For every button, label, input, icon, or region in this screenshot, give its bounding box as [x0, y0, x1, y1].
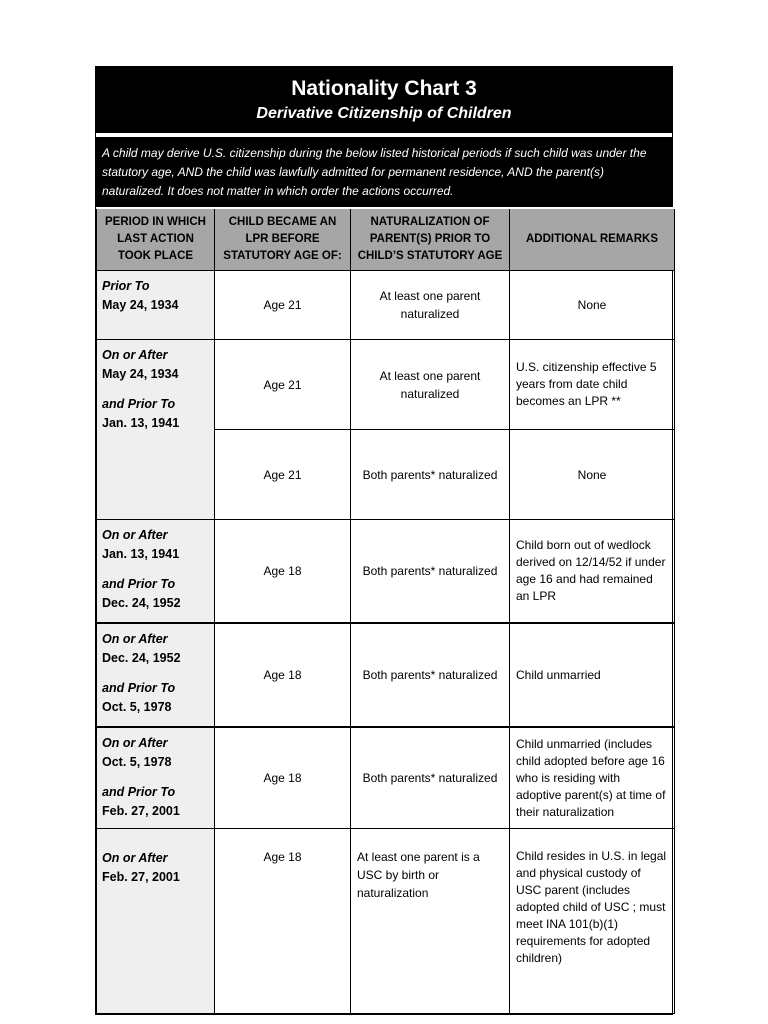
- period-from-label: On or After: [102, 632, 168, 646]
- chart-title: Nationality Chart 3: [291, 77, 477, 100]
- table-row: [97, 271, 675, 340]
- table-row: [97, 727, 675, 829]
- period-to-date: Dec. 24, 1952: [102, 596, 181, 610]
- naturalization-cell: At least one parent naturalized: [351, 340, 510, 430]
- age-cell: Age 18: [215, 829, 351, 1014]
- remarks-cell: Child unmarried: [510, 623, 675, 727]
- remarks-cell: Child resides in U.S. in legal and physical custody of USC parent (includes adopted child of USC ; must meet INA 101(b)(1) requirements for adopted children): [510, 829, 675, 1014]
- period-cell: [97, 829, 215, 1014]
- period-from-label: On or After: [102, 851, 168, 865]
- intro-text: A child may derive U.S. citizenship during the below listed historical periods if such child was under the statutory age, AND the child was lawfully admitted for permanent residence, AND the parent(s) naturalized. It does not matter in which order the actions occurred.: [96, 137, 672, 207]
- nationality-chart: [95, 66, 673, 1015]
- naturalization-cell: At least one parent is a USC by birth or naturalization: [351, 829, 510, 1014]
- table-row: [97, 340, 675, 430]
- table-row: [97, 520, 675, 624]
- remarks-cell: None: [510, 430, 675, 520]
- remarks-cell: Child unmarried (includes child adopted before age 16 who is residing with adoptive parent(s) at time of their naturalization: [510, 727, 675, 829]
- naturalization-cell: Both parents* naturalized: [351, 430, 510, 520]
- column-header-age: CHILD BECAME AN LPR BEFORE STATUTORY AGE OF:: [215, 208, 351, 271]
- period-cell: [97, 727, 215, 829]
- remarks-cell: Child born out of wedlock derived on 12/14/52 if under age 16 and had remained an LPR: [510, 520, 675, 624]
- period-cell: [97, 340, 215, 520]
- period-from-date: Feb. 27, 2001: [102, 870, 180, 884]
- naturalization-cell: Both parents* naturalized: [351, 727, 510, 829]
- age-cell: Age 18: [215, 520, 351, 624]
- period-from-date: Oct. 5, 1978: [102, 755, 172, 769]
- age-cell: Age 18: [215, 727, 351, 829]
- period-cell: [97, 271, 215, 340]
- citizenship-table: [96, 207, 675, 1014]
- period-from-label: On or After: [102, 348, 168, 362]
- table-header-row: [97, 208, 675, 271]
- age-cell: Age 21: [215, 430, 351, 520]
- period-from-date: Jan. 13, 1941: [102, 547, 180, 561]
- age-cell: Age 21: [215, 271, 351, 340]
- period-to-label: and Prior To: [102, 397, 176, 411]
- period-from-label: On or After: [102, 736, 168, 750]
- period-from-label: On or After: [102, 528, 168, 542]
- period-to-date: Oct. 5, 1978: [102, 700, 172, 714]
- period-cell: [97, 623, 215, 727]
- period-from-date: May 24, 1934: [102, 367, 179, 381]
- age-cell: Age 21: [215, 340, 351, 430]
- period-to-date: Feb. 27, 2001: [102, 804, 180, 818]
- period-from-date: Dec. 24, 1952: [102, 651, 181, 665]
- period-to-label: and Prior To: [102, 785, 176, 799]
- period-from-date: May 24, 1934: [102, 298, 179, 312]
- period-to-date: Jan. 13, 1941: [102, 416, 180, 430]
- title-block: [96, 67, 672, 133]
- column-header-remarks: ADDITIONAL REMARKS: [510, 208, 675, 271]
- column-header-naturalization: NATURALIZATION OF PARENT(S) PRIOR TO CHILD’S STATUTORY AGE: [351, 208, 510, 271]
- period-to-label: and Prior To: [102, 681, 176, 695]
- naturalization-cell: Both parents* naturalized: [351, 623, 510, 727]
- period-to-label: and Prior To: [102, 577, 176, 591]
- remarks-cell: None: [510, 271, 675, 340]
- chart-subtitle: Derivative Citizenship of Children: [256, 105, 512, 122]
- naturalization-cell: At least one parent naturalized: [351, 271, 510, 340]
- table-row: [97, 829, 675, 1014]
- remarks-cell: U.S. citizenship effective 5 years from date child becomes an LPR **: [510, 340, 675, 430]
- period-cell: [97, 520, 215, 624]
- period-from-label: Prior To: [102, 279, 150, 293]
- age-cell: Age 18: [215, 623, 351, 727]
- column-header-period: PERIOD IN WHICH LAST ACTION TOOK PLACE: [97, 208, 215, 271]
- table-row: [97, 623, 675, 727]
- naturalization-cell: Both parents* naturalized: [351, 520, 510, 624]
